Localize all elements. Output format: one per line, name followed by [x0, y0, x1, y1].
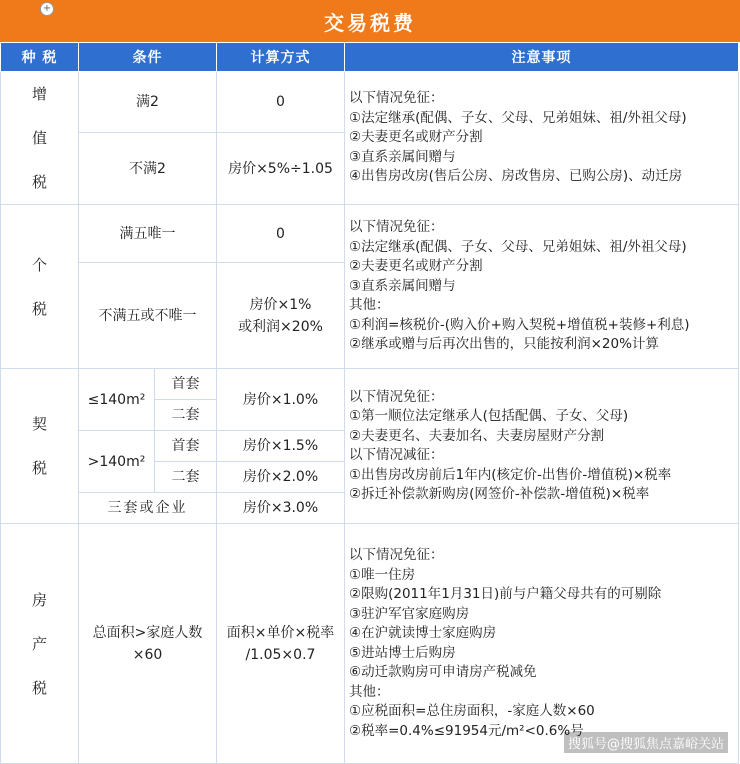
- tax-table: [0, 42, 739, 764]
- table-title: [0, 0, 740, 42]
- condition-second-home: 二套: [155, 462, 217, 493]
- header-tax-type: 种 税: [1, 43, 79, 72]
- calc-cell: 房价×2.0%: [217, 462, 345, 493]
- condition-cell: 不满2: [79, 133, 217, 205]
- source-watermark: 搜狐号@搜狐焦点嘉峪关站: [564, 732, 728, 753]
- calc-cell: 面积×单价×税率 /1.05×0.7: [217, 524, 345, 764]
- condition-large-area: >140m²: [79, 431, 155, 493]
- condition-cell: 满2: [79, 72, 217, 133]
- header-calc: 计算方式: [217, 43, 345, 72]
- condition-third-or-company: 三套或企业: [79, 493, 217, 524]
- condition-cell: 总面积>家庭人数 ×60: [79, 524, 217, 764]
- plus-circle-icon: +: [40, 2, 54, 16]
- condition-small-area: ≤140m²: [79, 369, 155, 431]
- calc-cell: 房价×3.0%: [217, 493, 345, 524]
- calc-cell: 房价×5%÷1.05: [217, 133, 345, 205]
- calc-cell: 房价×1% 或利润×20%: [217, 263, 345, 369]
- table-row: [1, 72, 739, 133]
- notes-deed: 以下情况免征： ①第一顺位法定继承人(包括配偶、子女、父母) ②夫妻更名、夫妻加名、夫妻房屋财产分割 以下情况减征： ①出售房改房前后1年内(核定价-出售价-增值税)×税率 ②拆迁补偿款新购房(网签价-补偿款-增值税)×税率: [345, 369, 739, 524]
- header-condition: 条件: [79, 43, 217, 72]
- table-row: [1, 369, 739, 400]
- condition-cell: 满五唯一: [79, 205, 217, 263]
- table-row: [1, 205, 739, 263]
- notes-vat: 以下情况免征： ①法定继承(配偶、子女、父母、兄弟姐妹、祖/外祖父母) ②夫妻更名或财产分割 ③直系亲属间赠与 ④出售房改房(售后公房、房改售房、已购公房)、动迁房: [345, 72, 739, 205]
- table-header: [1, 43, 739, 72]
- calc-cell: 0: [217, 72, 345, 133]
- table-row: [1, 524, 739, 764]
- condition-first-home: 首套: [155, 431, 217, 462]
- condition-second-home: 二套: [155, 400, 217, 431]
- tax-type-property: 房 产 税: [1, 524, 79, 764]
- title-text: 交易税费: [324, 10, 416, 35]
- condition-first-home: 首套: [155, 369, 217, 400]
- condition-cell: 不满五或不唯一: [79, 263, 217, 369]
- tax-type-deed: 契 税: [1, 369, 79, 524]
- calc-cell: 房价×1.0%: [217, 369, 345, 431]
- tax-type-income: 个 税: [1, 205, 79, 369]
- header-notes: 注意事项: [345, 43, 739, 72]
- calc-cell: 房价×1.5%: [217, 431, 345, 462]
- notes-property: 以下情况免征： ①唯一住房 ②限购(2011年1月31日)前与户籍父母共有的可剔除 ③驻沪军官家庭购房 ④在沪就读博士家庭购房 ⑤进站博士后购房 ⑥动迁款购房可申请房产税减免 其他： ①应税面积=总住房面积，-家庭人数×60 ②税率=0.4%≤91954元/m²<0.6%号: [345, 524, 739, 764]
- calc-cell: 0: [217, 205, 345, 263]
- tax-type-vat: 增 值 税: [1, 72, 79, 205]
- notes-income: 以下情况免征： ①法定继承(配偶、子女、父母、兄弟姐妹、祖/外祖父母) ②夫妻更名或财产分割 ③直系亲属间赠与 其他： ①利润=核税价-(购入价+购入契税+增值税+装修+利息) ②继承或赠与后再次出售的，只能按利润×20%计算: [345, 205, 739, 369]
